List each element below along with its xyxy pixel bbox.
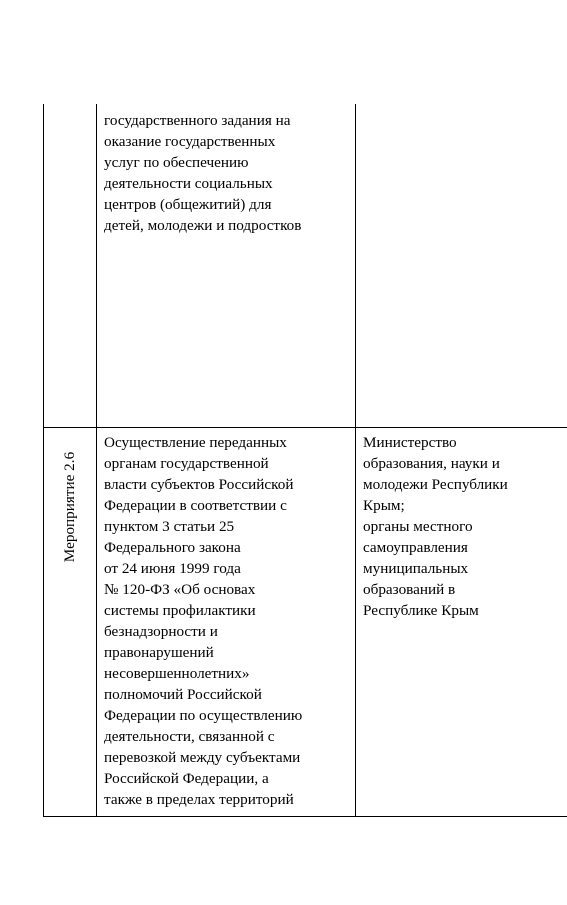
row2-description: Осуществление переданных органам государственной власти субъектов Российской Федерации в соответствии с пунктом 3 статьи 25 Федерального закона от 24 июня 1999 года № 120-ФЗ «Об основах системы профилактики безнадзорности и правонарушений несовершеннолетних» полномочий Российской Федерации по осуществлению деятельности, связанной с перевозкой между субъектами Российской Федерации, а также в пределах территорий bbox=[104, 434, 303, 808]
table-border-col1 bbox=[96, 104, 97, 817]
table-border-col2 bbox=[355, 104, 356, 817]
row1-description: государственного задания на оказание государственных услуг по обеспечению деятельности социальных центров (общежитий) для детей, молодежи и подростков bbox=[104, 112, 302, 234]
row2-label: Мероприятие 2.6 bbox=[61, 451, 78, 563]
row2-executor: Министерство образования, науки и молодежи Республики Крым; органы местного самоуправления муниципальных образований в Республике Крым bbox=[363, 434, 508, 619]
table-border-left bbox=[43, 104, 44, 817]
table-border-bottom bbox=[43, 816, 567, 817]
table-row-divider bbox=[43, 427, 567, 428]
